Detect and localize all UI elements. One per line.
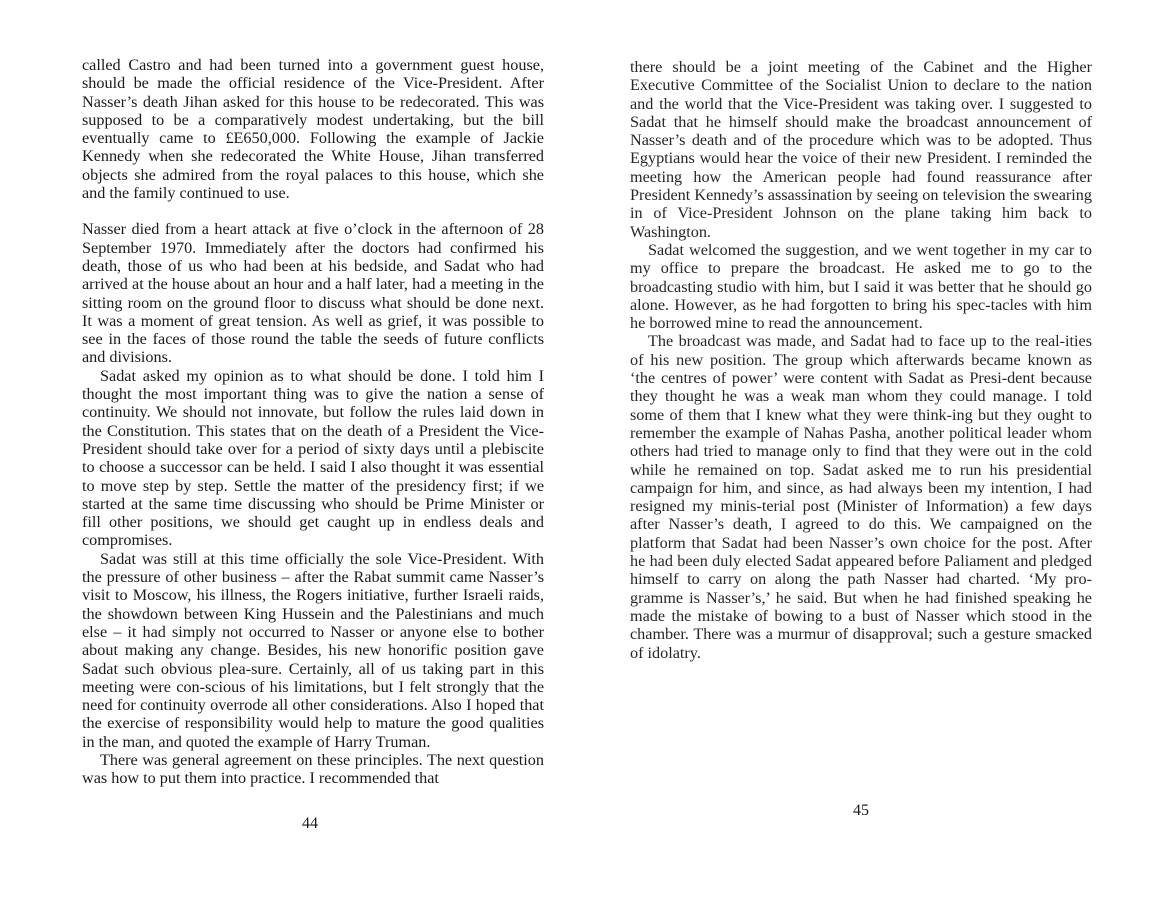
paragraph: Sadat asked my opinion as to what should be done. I told him I thought the most important thing was to give the nation a sense of continuity. We should not innovate, but follow the rules laid down in the Constitution. This states that on the death of a President the Vice-President should take over for a period of sixty days until a plebiscite to choose a successor can be held. I said I also thought it was essential to move step by step. Settle the matter of the presidency first; if we started at the same time discussing who should be Prime Minister or fill other positions, we should get caught up in endless deals and compromises. xyxy=(82,366,544,550)
paragraph: there should be a joint meeting of the Cabinet and the Higher Executive Committee of the Socialist Union to declare to the nation and the world that the Vice-President was taking over. I suggested to Sadat that he himself should make the broadcast announcement of Nasser’s death and of the procedure which was to be adopted. Thus Egyptians would hear the voice of their new President. I reminded the meeting how the American people had found reassurance after President Kennedy’s assassination by seeing on television the swearing in of Vice-President Johnson on the plane taking him back to Washington. xyxy=(630,58,1092,241)
paragraph: The broadcast was made, and Sadat had to face up to the real-ities of his new position. The group which afterwards became known as ‘the centres of power’ were content with Sadat as Presi-dent because they thought he was a weak man whom they could manage. I told some of them that I knew what they were think-ing but they ought to remember the example of Nahas Pasha, another political leader whom others had tried to manage only to find that they were out in the cold while he remained on top. Sadat asked me to run his presidential campaign for him, and since, as had always been my intention, I had resigned my minis-terial post (Minister of Information) a few days after Nasser’s death, I agreed to do this. We campaigned on the platform that Sadat had been Nasser’s own choice for the post. After he had been duly elected Sadat appeared before Paliament and pledged himself to carry on along the path Nasser had charted. ‘My pro-gramme is Nasser’s,’ he said. But when he had finished speaking he made the mistake of bowing to a bust of Nasser which stood in the chamber. There was a murmur of disapproval; such a gesture smacked of idolatry. xyxy=(630,332,1092,662)
paragraph: Sadat welcomed the suggestion, and we went together in my car to my office to prepare the broadcast. He asked me to go to the broadcasting studio with him, but I said it was better that he should go alone. However, as he had forgotten to bring his spec-tacles with him he borrowed mine to read the announcement. xyxy=(630,240,1092,333)
right-page-text xyxy=(630,58,1092,662)
left-page-text xyxy=(82,56,544,788)
paragraph: called Castro and had been turned into a government guest house, should be made the official residence of the Vice-President. After Nasser’s death Jihan asked for this house to be redecorated. This was supposed to be a comparatively modest undertaking, but the bill eventually came to £E650,000. Following the example of Jackie Kennedy when she redecorated the White House, Jihan transferred objects she admired from the royal palaces to this house, which she and the family continued to use. xyxy=(82,56,544,203)
paragraph: Nasser died from a heart attack at five o’clock in the afternoon of 28 September 1970. Immediately after the doctors had confirmed his death, those of us who had been at his bedside, and Sadat who had arrived at the house about an hour and a half later, had a meeting in the sitting room on the ground floor to discuss what should be done next. It was a moment of great tension. As well as grief, it was possible to see in the faces of those round the table the seeds of future conflicts and divisions. xyxy=(82,220,544,367)
page-number: 45 xyxy=(853,802,869,819)
right-page xyxy=(575,0,1150,908)
paragraph: There was general agreement on these principles. The next question was how to put them into practice. I recommended that xyxy=(82,750,544,788)
page-number: 44 xyxy=(302,815,318,832)
paragraph: Sadat was still at this time officially the sole Vice-President. With the pressure of other business – after the Rabat summit came Nasser’s visit to Moscow, his illness, the Rogers initiative, further Israeli raids, the showdown between King Hussein and the Palestinians and much else – it had simply not occurred to Nasser or anyone else to bother about making any change. Besides, his new honorific position gave Sadat such obvious plea-sure. Certainly, all of us taking part in this meeting were con-scious of his limitations, but I felt strongly that the need for continuity overrode all other considerations. Also I hoped that the exercise of responsibility would help to mature the good qualities in the man, and quoted the example of Harry Truman. xyxy=(82,549,544,751)
